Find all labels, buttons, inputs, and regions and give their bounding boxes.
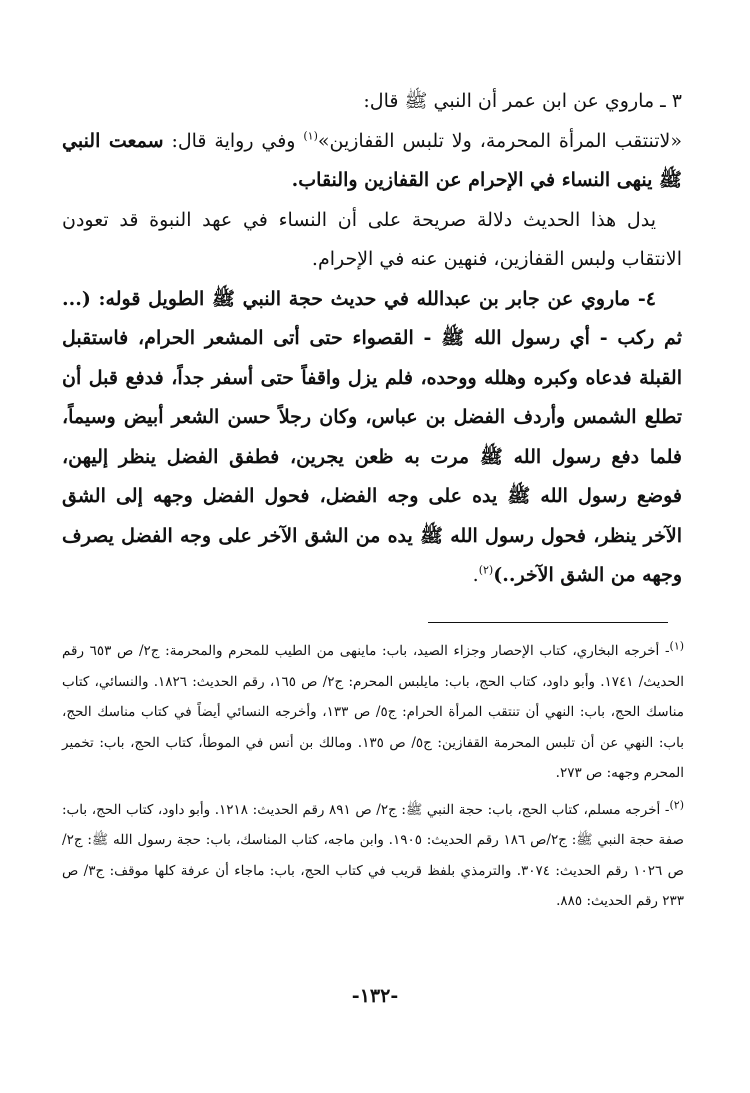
hadith-quote: «لاتنتقب المرأة المحرمة، ولا تلبس القفازين»: [317, 129, 682, 152]
footnote-1-text: - أخرجه البخاري، كتاب الإحصار وجزاء الصيد، باب: ماينهى من الطيب للمحرم والمحرمة: ج٢/ ص ٦٥٣ رقم الحديث/ ١٧٤١. وأبو داود، كتاب الحج، باب: مايلبس المحرم: ج٢/ ص ١٦٥، رقم الحديث: ١٨٢٦. والنسائي، كتاب مناسك الحج، باب: النهي أن تنتقب المرأة الحرام: ج٥/ ص ١٣٣، وأخرجه النسائي أيضاً في كتاب مناسك الحج، باب: النهي عن أن تلبس المحرمة القفازين: ج٥/ ص ١٣٥. ومالك بن أنس في الموطأ، كتاب الحج، باب: تخمير المحرم وجهه: ص ٢٧٣.: [62, 643, 685, 781]
footnote-ref-2[interactable]: (٢): [478, 563, 494, 577]
paragraph-3-heading: [62, 82, 682, 122]
paragraph-4-end: .: [472, 564, 479, 586]
footnote-separator: [428, 622, 668, 623]
commentary-text: يدل هذا الحديث دلالة صريحة على أن النساء في عهد النبوة قد تعودن الانتقاب ولبس القفازين، فنهين عنه في الإحرام.: [62, 208, 682, 270]
footnote-1: [62, 636, 684, 789]
p1-text: ٣ ـ ماروي عن ابن عمر أن النبي ﷺ قال:: [363, 90, 682, 112]
paragraph-3-hadith: [62, 122, 682, 201]
paragraph-commentary: [62, 201, 682, 280]
hadith-variant-text: سمعت النبي ﷺ ينهى النساء في الإحرام عن القفازين والنقاب.: [62, 129, 682, 191]
main-text: [62, 82, 682, 596]
footnote-2-marker: (٢): [669, 798, 684, 811]
hadith-variant-intro: وفي رواية قال:: [163, 129, 304, 152]
footnote-2-text: - أخرجه مسلم، كتاب الحج، باب: حجة النبي ﷺ: ج٢/ ص ٨٩١ رقم الحديث: ١٢١٨. وأبو داود، كتاب الحج، باب: صفة حجة النبي ﷺ: ج٢/ص ١٨٦ رقم الحديث: ١٩٠٥. وابن ماجه، كتاب المناسك، باب: حجة رسول الله ﷺ: ج٢/ ص ١٠٢٦ رقم الحديث: ٣٠٧٤. والترمذي بلفظ قريب في كتاب الحج، باب: ماجاء أن عرفة كلها موقف: ج٣/ ص ٢٣٣ رقم الحديث: ٨٨٥.: [62, 801, 684, 909]
page-number: -١٣٢-: [351, 985, 399, 1007]
footnote-1-marker: (١): [669, 639, 685, 653]
jabir-hadith-text: ٤- ماروي عن جابر بن عبدالله في حديث حجة النبي ﷺ الطويل قوله: (... ثم ركب - أي رسول الله ﷺ - القصواء حتى أتى المشعر الحرام، فاستقبل القبلة فدعاه وكبره وهلله ووحده، فلم يزل واقفاً حتى أسفر جداً، فدفع قبل أن تطلع الشمس وأردف الفضل بن عباس، وكان رجلاً حسن الشعر أبيض وسيماً، فلما دفع رسول الله ﷺ مرت به ظعن يجرين، فطفق الفضل ينظر إليهن، فوضع رسول الله ﷺ يده على وجه الفضل، فحول الفضل وجهه إلى الشق الآخر ينظر، فحول رسول الله ﷺ يده من الشق الآخر على وجه الفضل يصرف وجهه من الشق الآخر..): [62, 287, 682, 586]
footnote-ref-1[interactable]: (١): [303, 129, 318, 143]
paragraph-4: [62, 280, 682, 596]
footnote-2: [62, 795, 684, 917]
footnotes: [62, 636, 684, 917]
